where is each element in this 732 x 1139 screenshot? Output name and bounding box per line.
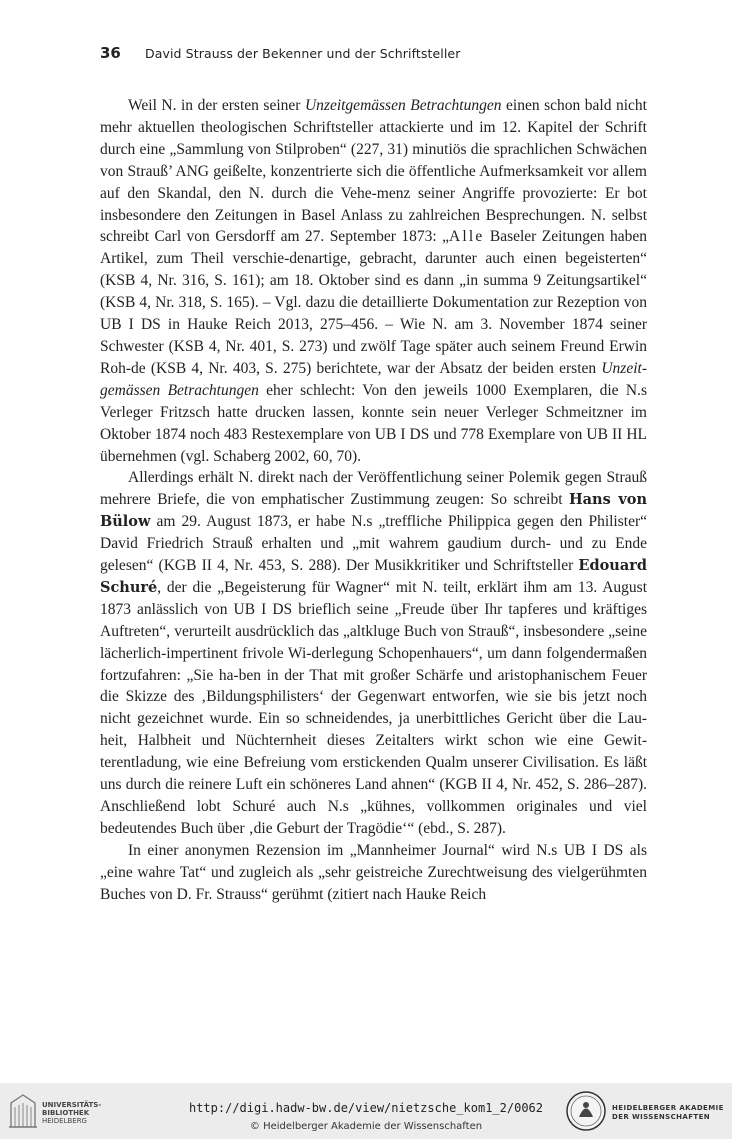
- page-number: 36: [100, 44, 121, 62]
- spaced-emphasis: Alle: [448, 228, 485, 246]
- work-title: Unzeit-gemässen Betrachtungen: [100, 359, 647, 399]
- paragraph-3: In einer anonymen Rezension im „Mannheimer Journal“ wird N.s UB I DS als „eine wahre Tat“ und zugleich als „sehr geistreiche Zurechtweisung des vielgerühmten Buches von D. Fr. Strauss“ gerühmt (zitiert nach Hauke Reich: [100, 841, 647, 903]
- running-title: David Strauss der Bekenner und der Schriftsteller: [145, 46, 461, 61]
- library-name: UNIVERSITÄTS- BIBLIOTHEK HEIDELBERG: [42, 1101, 102, 1125]
- paragraph-2: Allerdings erhält N. direkt nach der Veröffentlichung seiner Polemik gegen Strauß mehrere Briefe, die von emphatischer Zustimmung zeugen: So schreibt Hans von Bülow am 29. August 1873, er habe N.s „treffliche Philippica gegen den Philister“ David Friedrich Strauß erhalten und „mit wahrem gaudium durch- und zu Ende gelesen“ (KGB II 4, Nr. 453, S. 288). Der Musikkritiker und Schriftsteller Edouard Schuré, der die „Begeisterung für Wagner“ mit N. teilt, erklärt ihm am 13. August 1873 anlässlich von UB I DS brieflich seine „Freude über Ihr tapferes und kräftiges Auftreten“, verurteilt ausdrücklich das „altkluge Buch von Strauß“, insbesondere „seine lächerlich-impertinent frivole Wi-derlegung Schopenhauers“, um dann folgendermaßen fortzufahren: „Sie ha-ben in der That mit großer Schärfe und aristophanischem Feuer die Skizze des ‚Bildungsphilisters‘ der Gegenwart entworfen, wie sie bis jetzt noch nicht gezeichnet wurde. Ein so schneidendes, ja unerbittliches Gericht über die Lau-heit, Halbheit und Nüchternheit dieses Zeitalters wirkt schon wie eine Gewit-terentladung, wie eine Befreiung vom erstickenden Qualm unserer Civilisation. Es läßt uns durch die reinere Luft ein schöneres Land ahnen“ (KGB II 4, Nr. 452, S. 286–287). Anschließend lobt Schuré auch N.s „kühnes, vollkommen originales und viel bedeutendes Buch über ‚die Geburt der Tragödie‘“ (ebd., S. 287).: [100, 469, 647, 837]
- footer-bar: [0, 1083, 732, 1139]
- copyright-notice: © Heidelberger Akademie der Wissenschaften: [249, 1121, 483, 1132]
- work-title: Unzeitgemässen Betrachtungen: [304, 97, 502, 114]
- person-name: Hans von Bülow: [100, 491, 647, 531]
- page-header: [100, 44, 660, 64]
- academy-seal-icon: [565, 1090, 607, 1132]
- person-name: Edouard Schuré: [100, 557, 647, 596]
- permalink-url[interactable]: http://digi.hadw-bw.de/view/nietzsche_kom1_2/0062: [188, 1101, 543, 1115]
- paragraph-1: Weil N. in der ersten seiner Unzeitgemässen Betrachtungen einen schon bald nicht mehr aktuellen theologischen Schriftsteller attackierte und im 12. Kapitel der Schrift durch eine „Sammlung von Stilproben“ (227, 31) minutiös die sprachlichen Schwächen von Strauß’ ANG geißelte, konzentrierte sich die öffentliche Aufmerksamkeit vor allem auf den Skandal, den N. durch die Vehe-menz seiner Angriffe provozierte: Er bot insbesondere den Zeitungen in Basel Anlass zu zahlreichen Besprechungen. N. selbst schreibt Carl von Gersdorff am 27. September 1873: „Alle Baseler Zeitungen haben Artikel, zum Theil verschie-denartige, gebracht, darunter auch einen begeisterten“ (KSB 4, Nr. 316, S. 161); am 18. Oktober sind es dann „in summa 9 Zeitungsartikel“ (KSB 4, Nr. 318, S. 165). – Vgl. dazu die detaillierte Dokumentation zur Rezeption von UB I DS in Hauke Reich 2013, 275–456. – Wie N. am 3. November 1874 seiner Schwester (KSB 4, Nr. 401, S. 273) und zwölf Tage später auch seinem Freund Erwin Roh-de (KSB 4, Nr. 403, S. 275) berichtete, war der Absatz der beiden ersten Unzeit-gemässen Betrachtungen eher schlecht: Von den jeweils 1000 Exemplaren, die N.s Verleger Fritzsch hatte drucken lassen, konnte sein neuer Verleger Schmeitzner im Oktober 1874 noch 483 Restexemplare von UB I DS und 778 Exemplare von UB II HL übernehmen (vgl. Schaberg 2002, 60, 70).: [100, 97, 647, 465]
- academy-name: HEIDELBERGER AKADEMIE DER WISSENSCHAFTEN: [612, 1104, 724, 1121]
- main-text: [100, 95, 647, 906]
